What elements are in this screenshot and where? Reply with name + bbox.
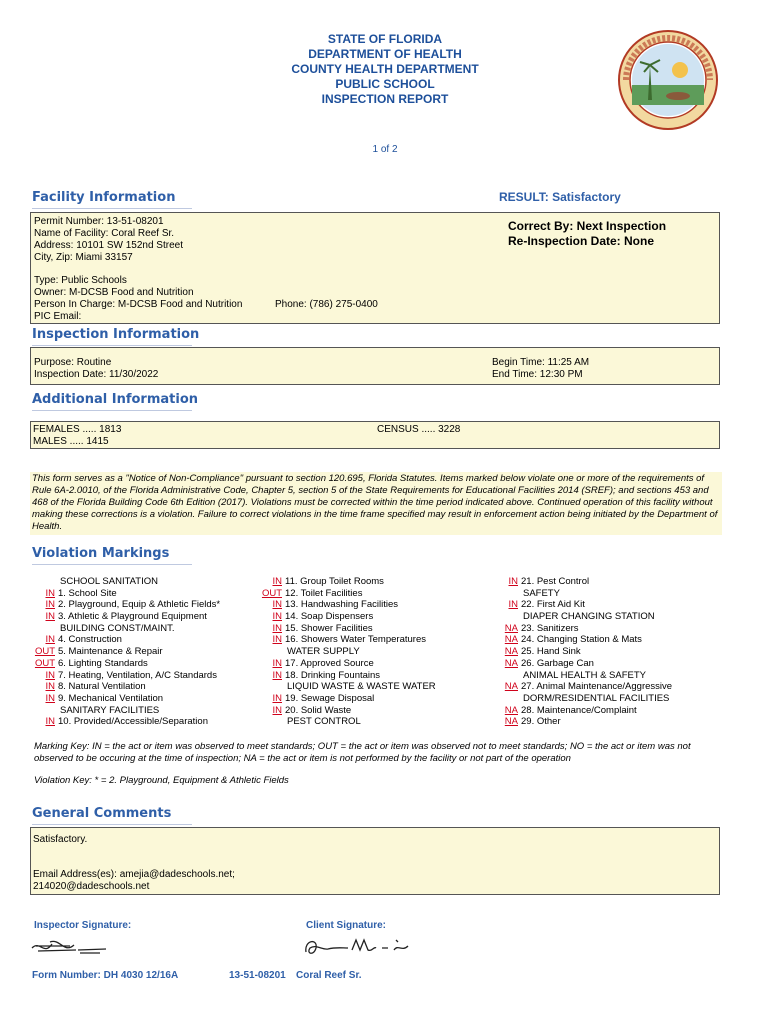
violation-category: SANITARY FACILITIES	[60, 704, 160, 716]
violation-label: 12. Toilet Facilities	[285, 587, 363, 599]
violation-label: 19. Sewage Disposal	[285, 692, 375, 704]
client-signature-image	[302, 934, 412, 960]
violation-row	[474, 611, 672, 623]
page-number: 1 of 2	[372, 144, 398, 155]
pic-email: PIC Email:	[34, 311, 82, 322]
violation-row	[30, 716, 220, 728]
violation-label: 23. Sanitizers	[521, 622, 579, 634]
violation-row	[474, 705, 672, 717]
inspector-signature-label: Inspector Signature:	[34, 920, 132, 931]
violation-row	[474, 670, 672, 682]
violation-label: 17. Approved Source	[285, 657, 374, 669]
violation-status: IN	[272, 599, 282, 611]
violation-row	[474, 693, 672, 705]
violation-category: LIQUID WASTE & WASTE WATER	[287, 681, 436, 693]
violation-row	[250, 588, 436, 600]
violation-row	[474, 716, 672, 728]
title-line: DEPARTMENT OF HEALTH	[308, 47, 462, 61]
permit-number: Permit Number: 13-51-08201	[34, 216, 164, 227]
violation-label: 5. Maintenance & Repair	[58, 646, 163, 658]
violation-status: IN	[272, 634, 282, 646]
violation-label: 9. Mechanical Ventilation	[58, 692, 164, 704]
facility-box	[30, 212, 720, 324]
violation-row	[30, 588, 220, 600]
comment-email-1: Email Address(es): amejia@dadeschools.net;	[33, 869, 235, 880]
end-time: End Time: 12:30 PM	[492, 369, 583, 380]
violation-status: IN	[508, 576, 518, 587]
inspection-heading: Inspection Information	[32, 327, 200, 342]
violation-column-1	[30, 576, 220, 728]
violation-label: 8. Natural Ventilation	[58, 681, 146, 693]
title-line: STATE OF FLORIDA	[327, 32, 443, 46]
violation-status: IN	[272, 669, 282, 681]
violation-category: WATER SUPPLY	[287, 646, 360, 658]
violation-label: 22. First Aid Kit	[521, 599, 585, 611]
violation-label: 18. Drinking Fountains	[285, 669, 381, 681]
begin-time: Begin Time: 11:25 AM	[492, 357, 590, 368]
facility-name: Name of Facility: Coral Reef Sr.	[34, 228, 175, 239]
non-compliance-notice: This form serves as a "Notice of Non-Compliance" pursuant to section 120.695, Florida Statutes. Items marked below violate one or more of the requirements of Rule 6A-2.0010, of the Florida Administrative Code, Chapter 5, section 5 of the State Requirements for Educational Facilities 2014 (SREF); and sections 453 and 468 of the Florida Building Code 6th Edition (2017). Violations must be corrected within the time period indicated above. Continued operation of this facility without making these corrections is a violation. Failure to correct violations in the time frame specified may result in enforcement action being initiated by the Department of Health.	[30, 472, 722, 535]
violation-row	[30, 623, 220, 635]
violation-row	[474, 623, 672, 635]
violation-status: IN	[45, 669, 55, 681]
violation-row	[250, 576, 436, 588]
violation-row	[474, 599, 672, 611]
comment-text: Satisfactory.	[33, 834, 88, 845]
title-line: COUNTY HEALTH DEPARTMENT	[291, 62, 479, 76]
violation-label: 2. Playground, Equip & Athletic Fields*	[58, 599, 221, 611]
males-count: MALES ..... 1415	[33, 436, 109, 447]
violation-status: IN	[272, 692, 282, 704]
violation-label: 11. Group Toilet Rooms	[285, 576, 384, 587]
facility-city: City, Zip: Miami 33157	[34, 252, 133, 263]
violation-label: 3. Athletic & Playground Equipment	[58, 611, 207, 623]
violation-row	[30, 693, 220, 705]
violation-column-2	[250, 576, 436, 728]
footer-facility: Coral Reef Sr.	[296, 970, 362, 981]
violation-label: 13. Handwashing Facilities	[285, 599, 399, 611]
correct-by: Correct By: Next Inspection	[508, 219, 667, 233]
violation-status: IN	[45, 692, 55, 704]
violation-status: IN	[272, 657, 282, 669]
violation-label: 7. Heating, Ventilation, A/C Standards	[58, 669, 217, 681]
violation-status: OUT	[34, 646, 55, 658]
violation-row	[250, 716, 436, 728]
violation-row	[250, 646, 436, 658]
violation-row	[474, 576, 672, 588]
violation-label: 26. Garbage Can	[521, 657, 594, 669]
violation-row	[250, 658, 436, 670]
additional-box	[30, 421, 720, 449]
title-line: INSPECTION REPORT	[321, 92, 449, 106]
client-signature-label: Client Signature:	[306, 920, 387, 931]
violation-label: 4. Construction	[58, 634, 122, 646]
violation-category: SCHOOL SANITATION	[60, 576, 159, 587]
comments-box	[30, 827, 720, 895]
violation-row	[474, 658, 672, 670]
violation-row	[250, 634, 436, 646]
violation-category: ANIMAL HEALTH & SAFETY	[523, 669, 646, 681]
violation-category: SAFETY	[523, 587, 560, 599]
reinspection-date: Re-Inspection Date: None	[508, 234, 655, 248]
violation-category: BUILDING CONST/MAINT.	[60, 622, 175, 634]
violation-status: IN	[272, 622, 282, 634]
violation-status: IN	[45, 634, 55, 646]
form-number: Form Number: DH 4030 12/16A	[32, 970, 179, 981]
violation-label: 20. Solid Waste	[285, 704, 352, 716]
violation-row	[30, 658, 220, 670]
violation-row	[30, 611, 220, 623]
result-text: RESULT: Satisfactory	[499, 190, 621, 204]
inspection-purpose: Purpose: Routine	[34, 357, 112, 368]
facility-owner: Owner: M-DCSB Food and Nutrition	[34, 287, 194, 298]
violation-label: 29. Other	[521, 716, 561, 728]
violation-status: IN	[45, 716, 55, 728]
inspector-signature-image	[30, 936, 110, 960]
violation-key: Violation Key: * = 2. Playground, Equipment & Athletic Fields	[34, 775, 289, 786]
violation-status: NA	[504, 646, 518, 658]
violation-row	[250, 670, 436, 682]
comment-email-2: 214020@dadeschools.net	[33, 881, 150, 892]
violation-label: 10. Provided/Accessible/Separation	[58, 716, 208, 728]
inspection-date: Inspection Date: 11/30/2022	[34, 369, 159, 380]
violation-row	[250, 623, 436, 635]
violation-row	[30, 681, 220, 693]
violation-status: NA	[504, 622, 518, 634]
state-seal-icon	[618, 30, 718, 130]
footer-permit: 13-51-08201	[229, 970, 286, 981]
violation-status: IN	[45, 599, 55, 611]
violation-status: NA	[504, 716, 518, 728]
marking-key: Marking Key: IN = the act or item was observed to meet standards; OUT = the act or item was observed not to meet standards; NO = the act or item was not observed to be occuring at the time of inspection; NA = the act or item is not performed by the facility or not part of the operation	[34, 741, 691, 764]
violation-status: NA	[504, 704, 518, 716]
females-count: FEMALES ..... 1813	[33, 424, 122, 435]
inspection-box	[30, 347, 720, 385]
violation-status: OUT	[34, 657, 55, 669]
violation-label: 27. Animal Maintenance/Aggressive	[521, 681, 673, 693]
violation-label: 15. Shower Facilities	[285, 622, 373, 634]
violation-category: DORM/RESIDENTIAL FACILITIES	[523, 692, 670, 704]
violation-row	[474, 646, 672, 658]
violation-status: IN	[508, 599, 518, 611]
facility-address: Address: 10101 SW 152nd Street	[34, 240, 183, 251]
violation-status: NA	[504, 657, 518, 669]
violation-category: PEST CONTROL	[287, 716, 361, 728]
person-in-charge: Person In Charge: M-DCSB Food and Nutrition	[34, 299, 243, 310]
violation-label: 21. Pest Control	[521, 576, 590, 587]
violation-status: NA	[504, 681, 518, 693]
violation-row	[474, 634, 672, 646]
facility-phone: Phone: (786) 275-0400	[275, 299, 378, 310]
violation-row	[30, 634, 220, 646]
violation-row	[474, 588, 672, 600]
violation-label: 14. Soap Dispensers	[285, 611, 374, 623]
violation-status: IN	[272, 704, 282, 716]
census-count: CENSUS ..... 3228	[377, 424, 461, 435]
violation-label: 28. Maintenance/Complaint	[521, 704, 637, 716]
violation-row	[30, 599, 220, 611]
facility-type: Type: Public Schools	[34, 275, 127, 286]
violation-label: 24. Changing Station & Mats	[521, 634, 642, 646]
title-line: PUBLIC SCHOOL	[335, 77, 435, 91]
violation-row	[30, 576, 220, 588]
violation-row	[474, 681, 672, 693]
violation-label: 1. School Site	[58, 587, 117, 599]
violation-row	[250, 693, 436, 705]
violation-status: IN	[45, 587, 55, 599]
violation-status: IN	[272, 576, 282, 587]
facility-heading: Facility Information	[32, 190, 176, 205]
violation-status: IN	[45, 611, 55, 623]
violation-row	[30, 705, 220, 717]
violation-row	[250, 705, 436, 717]
violation-category: DIAPER CHANGING STATION	[523, 611, 655, 623]
violation-row	[250, 681, 436, 693]
violations-heading: Violation Markings	[32, 546, 170, 561]
violation-status: IN	[45, 681, 55, 693]
violation-status: OUT	[261, 587, 282, 599]
additional-heading: Additional Information	[32, 392, 199, 407]
comments-heading: General Comments	[32, 806, 172, 821]
violation-label: 25. Hand Sink	[521, 646, 581, 658]
violation-status: NA	[504, 634, 518, 646]
violation-row	[250, 611, 436, 623]
violation-column-3	[474, 576, 672, 728]
violation-row	[250, 599, 436, 611]
violation-status: IN	[272, 611, 282, 623]
violation-label: 16. Showers Water Temperatures	[285, 634, 426, 646]
violation-row	[30, 646, 220, 658]
violation-label: 6. Lighting Standards	[58, 657, 148, 669]
violation-row	[30, 670, 220, 682]
